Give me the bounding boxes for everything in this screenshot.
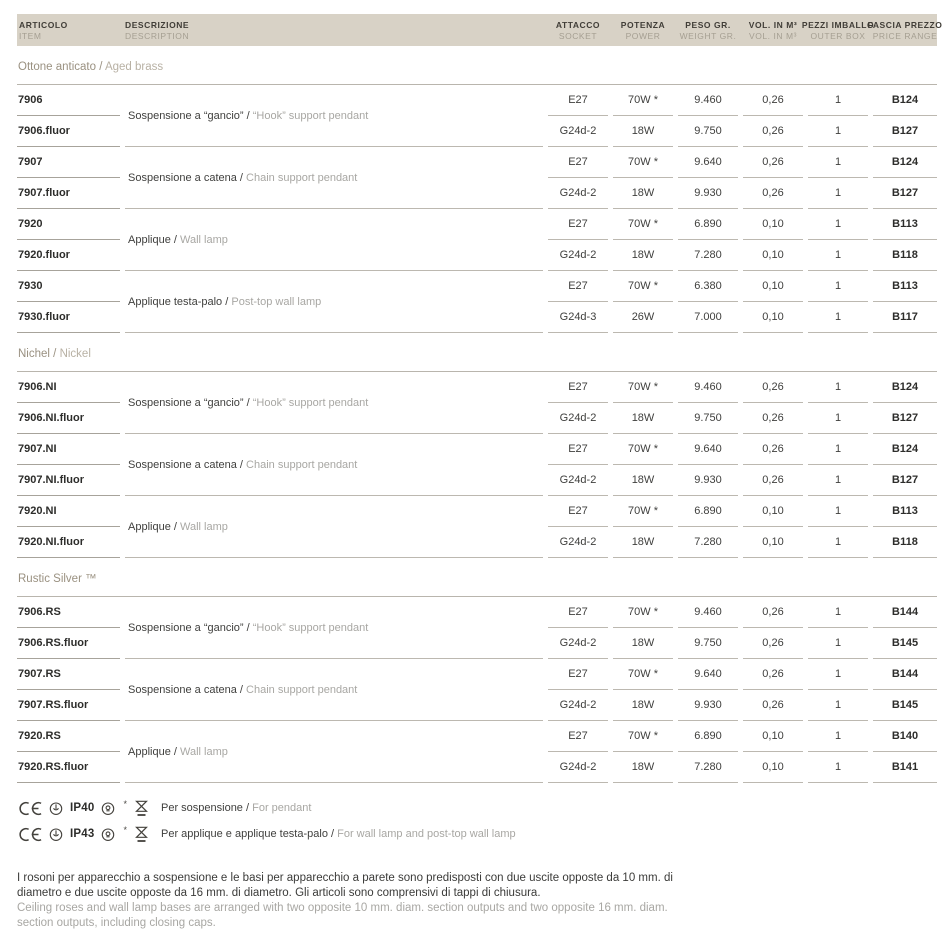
cell-socket: G24d-2 bbox=[548, 240, 608, 271]
separator: / bbox=[243, 621, 253, 634]
cell-weight: 7.280 bbox=[678, 240, 738, 271]
cell-power: 18W bbox=[613, 690, 673, 721]
ce-mark-icon bbox=[18, 801, 42, 816]
cell-volume: 0,26 bbox=[743, 628, 803, 659]
cell-price: B127 bbox=[873, 178, 937, 209]
cell-pieces: 1 bbox=[808, 85, 868, 116]
footnote-asterisk: * bbox=[123, 825, 127, 835]
header-sublabel: SOCKET bbox=[558, 31, 598, 41]
description-it: Sospensione a “gancio” bbox=[128, 396, 244, 409]
cell-power: 18W bbox=[613, 178, 673, 209]
footer-note bbox=[17, 871, 682, 931]
header-label: ARTICOLO bbox=[19, 20, 68, 30]
cell-weight: 9.460 bbox=[678, 597, 738, 628]
cell-volume: 0,26 bbox=[743, 116, 803, 147]
product-block bbox=[17, 721, 937, 783]
cell-price: B144 bbox=[873, 597, 937, 628]
approval-circle-icon bbox=[49, 827, 63, 842]
description-en: Post-top wall lamp bbox=[231, 295, 322, 308]
cell-volume: 0,10 bbox=[743, 721, 803, 752]
ip-rating: IP43 bbox=[70, 828, 95, 840]
header-label: PESO GR. bbox=[685, 20, 731, 30]
product-block bbox=[17, 209, 937, 271]
section-title-it: Nichel bbox=[18, 348, 50, 360]
cell-price: B113 bbox=[873, 209, 937, 240]
description-en: Wall lamp bbox=[180, 233, 228, 246]
product-description bbox=[125, 721, 543, 783]
cell-pieces: 1 bbox=[808, 116, 868, 147]
description-it: Applique bbox=[128, 745, 171, 758]
cell-power: 18W bbox=[613, 752, 673, 783]
separator: / bbox=[170, 233, 180, 246]
cell-socket: G24d-2 bbox=[548, 116, 608, 147]
cell-pieces: 1 bbox=[808, 527, 868, 558]
cell-socket: E27 bbox=[548, 271, 608, 302]
article-code-fluor: 7930.fluor bbox=[17, 302, 120, 333]
cell-power: 18W bbox=[613, 116, 673, 147]
cell-volume: 0,26 bbox=[743, 597, 803, 628]
header-col-peso bbox=[678, 20, 738, 41]
cell-power: 70W * bbox=[613, 271, 673, 302]
section-title-en: Aged brass bbox=[104, 61, 164, 73]
description-en: “Hook” support pendant bbox=[252, 396, 369, 409]
cell-weight: 9.930 bbox=[678, 690, 738, 721]
product-section bbox=[17, 333, 937, 558]
cell-socket: E27 bbox=[548, 209, 608, 240]
product-block bbox=[17, 147, 937, 209]
description-en: Chain support pendant bbox=[246, 171, 358, 184]
description-it: Applique bbox=[128, 520, 171, 533]
cell-price: B113 bbox=[873, 496, 937, 527]
cell-volume: 0,10 bbox=[743, 240, 803, 271]
separator: / bbox=[243, 109, 253, 122]
certification-note bbox=[161, 828, 516, 840]
product-description bbox=[125, 434, 543, 496]
cell-volume: 0,26 bbox=[743, 147, 803, 178]
separator: / bbox=[243, 396, 253, 409]
header-sublabel: VOL. IN M³ bbox=[748, 31, 797, 41]
cell-volume: 0,26 bbox=[743, 372, 803, 403]
cell-volume: 0,10 bbox=[743, 271, 803, 302]
cell-pieces: 1 bbox=[808, 372, 868, 403]
cell-pieces: 1 bbox=[808, 496, 868, 527]
header-label: PEZZI IMBALLO bbox=[801, 20, 875, 30]
cell-price: B113 bbox=[873, 271, 937, 302]
cell-price: B141 bbox=[873, 752, 937, 783]
description-en: “Hook” support pendant bbox=[252, 621, 369, 634]
cell-socket: E27 bbox=[548, 597, 608, 628]
article-code: 7907 bbox=[17, 147, 120, 178]
cell-price: B140 bbox=[873, 721, 937, 752]
cell-price: B145 bbox=[873, 628, 937, 659]
product-section bbox=[17, 46, 937, 333]
cell-power: 70W * bbox=[613, 209, 673, 240]
cell-power: 70W * bbox=[613, 597, 673, 628]
cell-socket: G24d-2 bbox=[548, 403, 608, 434]
cell-price: B124 bbox=[873, 85, 937, 116]
cell-weight: 9.750 bbox=[678, 628, 738, 659]
cell-pieces: 1 bbox=[808, 403, 868, 434]
cell-volume: 0,26 bbox=[743, 178, 803, 209]
product-block bbox=[17, 496, 937, 558]
cell-pieces: 1 bbox=[808, 209, 868, 240]
cell-socket: E27 bbox=[548, 147, 608, 178]
cell-socket: E27 bbox=[548, 434, 608, 465]
cell-pieces: 1 bbox=[808, 752, 868, 783]
cell-pieces: 1 bbox=[808, 240, 868, 271]
cell-power: 18W bbox=[613, 628, 673, 659]
article-code-fluor: 7920.RS.fluor bbox=[17, 752, 120, 783]
cell-volume: 0,10 bbox=[743, 302, 803, 333]
article-code: 7906.NI bbox=[17, 372, 120, 403]
header-label: FASCIA PREZZO bbox=[867, 20, 943, 30]
footer-note-it: I rosoni per apparecchio a sospensione e le basi per apparecchio a parete sono predisposti con due uscite opposte da 10 mm. di diametro e due uscite opposte da 16 mm. di diametro. Gli articoli sono comprensivi di tappi di chiusura. bbox=[17, 872, 673, 899]
cell-pieces: 1 bbox=[808, 271, 868, 302]
article-code: 7906.RS bbox=[17, 597, 120, 628]
cell-weight: 6.890 bbox=[678, 496, 738, 527]
cell-weight: 6.890 bbox=[678, 721, 738, 752]
cell-volume: 0,26 bbox=[743, 403, 803, 434]
description-it: Sospensione a catena bbox=[128, 683, 237, 696]
cell-power: 70W * bbox=[613, 85, 673, 116]
article-code-fluor: 7907.NI.fluor bbox=[17, 465, 120, 496]
cell-weight: 9.930 bbox=[678, 465, 738, 496]
cell-socket: G24d-2 bbox=[548, 628, 608, 659]
lamp-circle-icon bbox=[101, 827, 115, 842]
cell-price: B145 bbox=[873, 690, 937, 721]
cell-socket: E27 bbox=[548, 372, 608, 403]
header-label: DESCRIZIONE bbox=[125, 20, 190, 30]
cell-weight: 9.640 bbox=[678, 659, 738, 690]
cell-weight: 7.280 bbox=[678, 752, 738, 783]
cell-weight: 6.380 bbox=[678, 271, 738, 302]
cell-power: 18W bbox=[613, 465, 673, 496]
cell-power: 70W * bbox=[613, 721, 673, 752]
article-code: 7920 bbox=[17, 209, 120, 240]
cell-pieces: 1 bbox=[808, 178, 868, 209]
note-en: For pendant bbox=[252, 802, 312, 814]
cell-pieces: 1 bbox=[808, 628, 868, 659]
cell-pieces: 1 bbox=[808, 302, 868, 333]
product-description bbox=[125, 209, 543, 271]
separator: / bbox=[327, 828, 338, 840]
cell-price: B124 bbox=[873, 372, 937, 403]
hourglass-icon bbox=[135, 800, 148, 817]
header-sublabel: DESCRIPTION bbox=[125, 31, 190, 41]
product-block bbox=[17, 659, 937, 721]
separator: / bbox=[96, 61, 105, 73]
article-code: 7920.RS bbox=[17, 721, 120, 752]
cell-pieces: 1 bbox=[808, 690, 868, 721]
description-it: Applique testa-palo bbox=[128, 295, 223, 308]
cell-price: B118 bbox=[873, 527, 937, 558]
separator: / bbox=[170, 520, 180, 533]
cell-power: 70W * bbox=[613, 496, 673, 527]
section-title-en: Nickel bbox=[59, 348, 91, 360]
product-description bbox=[125, 271, 543, 333]
cell-weight: 6.890 bbox=[678, 209, 738, 240]
header-col-articolo bbox=[17, 20, 120, 41]
description-it: Sospensione a catena bbox=[128, 458, 237, 471]
article-code-fluor: 7907.fluor bbox=[17, 178, 120, 209]
description-en: Chain support pendant bbox=[246, 683, 358, 696]
product-description bbox=[125, 597, 543, 659]
product-block bbox=[17, 271, 937, 333]
header-col-fascia bbox=[867, 20, 943, 41]
cell-power: 18W bbox=[613, 403, 673, 434]
cell-socket: E27 bbox=[548, 721, 608, 752]
cell-weight: 9.750 bbox=[678, 116, 738, 147]
section-title-it: Rustic Silver ™ bbox=[18, 573, 97, 585]
cell-socket: G24d-3 bbox=[548, 302, 608, 333]
article-code-fluor: 7920.NI.fluor bbox=[17, 527, 120, 558]
article-code-fluor: 7906.NI.fluor bbox=[17, 403, 120, 434]
certification-row bbox=[17, 821, 937, 847]
cell-socket: E27 bbox=[548, 659, 608, 690]
lamp-circle-icon bbox=[101, 801, 115, 816]
separator: / bbox=[49, 348, 60, 360]
note-en: For wall lamp and post-top wall lamp bbox=[337, 828, 516, 840]
cell-weight: 9.640 bbox=[678, 434, 738, 465]
description-it: Sospensione a “gancio” bbox=[128, 109, 244, 122]
cell-power: 18W bbox=[613, 527, 673, 558]
certifications bbox=[17, 795, 937, 847]
header-label: VOL. IN M³ bbox=[748, 20, 798, 30]
cell-volume: 0,10 bbox=[743, 527, 803, 558]
cell-power: 70W * bbox=[613, 372, 673, 403]
separator: / bbox=[236, 171, 247, 184]
product-description bbox=[125, 85, 543, 147]
cell-volume: 0,10 bbox=[743, 209, 803, 240]
header-label: POTENZA bbox=[620, 20, 666, 30]
article-code: 7907.RS bbox=[17, 659, 120, 690]
article-code-fluor: 7906.fluor bbox=[17, 116, 120, 147]
product-block bbox=[17, 85, 937, 147]
description-en: Chain support pendant bbox=[246, 458, 358, 471]
separator: / bbox=[222, 295, 232, 308]
sections-container bbox=[17, 46, 937, 783]
description-en: “Hook” support pendant bbox=[252, 109, 369, 122]
section-title-it: Ottone anticato bbox=[18, 61, 96, 73]
section-title bbox=[17, 333, 937, 372]
header-sublabel: ITEM bbox=[19, 31, 42, 41]
cell-weight: 7.000 bbox=[678, 302, 738, 333]
cell-price: B124 bbox=[873, 147, 937, 178]
article-code: 7906 bbox=[17, 85, 120, 116]
cell-price: B117 bbox=[873, 302, 937, 333]
cell-volume: 0,10 bbox=[743, 496, 803, 527]
cell-volume: 0,26 bbox=[743, 85, 803, 116]
hourglass-icon bbox=[135, 826, 148, 843]
cell-price: B127 bbox=[873, 116, 937, 147]
cell-power: 26W bbox=[613, 302, 673, 333]
product-section bbox=[17, 558, 937, 783]
cell-weight: 7.280 bbox=[678, 527, 738, 558]
header-col-descrizione bbox=[125, 20, 543, 41]
description-en: Wall lamp bbox=[180, 745, 228, 758]
header-sublabel: WEIGHT GR. bbox=[679, 31, 737, 41]
article-code: 7930 bbox=[17, 271, 120, 302]
cell-weight: 9.750 bbox=[678, 403, 738, 434]
section-title bbox=[17, 558, 937, 597]
description-en: Wall lamp bbox=[180, 520, 228, 533]
cell-power: 70W * bbox=[613, 659, 673, 690]
cell-weight: 9.640 bbox=[678, 147, 738, 178]
separator: / bbox=[236, 683, 247, 696]
cell-volume: 0,26 bbox=[743, 465, 803, 496]
cell-power: 70W * bbox=[613, 147, 673, 178]
footnote-asterisk: * bbox=[123, 799, 127, 809]
cell-socket: E27 bbox=[548, 496, 608, 527]
footer-note-en: Ceiling roses and wall lamp bases are arranged with two opposite 10 mm. diam. section outputs and two opposite 16 mm. diam. section outputs, including closing caps. bbox=[17, 902, 668, 929]
separator: / bbox=[242, 802, 253, 814]
article-code-fluor: 7920.fluor bbox=[17, 240, 120, 271]
section-title bbox=[17, 46, 937, 85]
ce-mark-icon bbox=[18, 827, 42, 842]
cell-price: B118 bbox=[873, 240, 937, 271]
separator: / bbox=[236, 458, 247, 471]
note-it: Per applique e applique testa-palo bbox=[160, 828, 328, 840]
header-col-attacco bbox=[548, 20, 608, 41]
cell-socket: G24d-2 bbox=[548, 690, 608, 721]
certification-note bbox=[161, 802, 311, 814]
cell-pieces: 1 bbox=[808, 659, 868, 690]
cell-pieces: 1 bbox=[808, 147, 868, 178]
cell-volume: 0,26 bbox=[743, 659, 803, 690]
ip-rating: IP40 bbox=[70, 802, 95, 814]
header-sublabel: POWER bbox=[625, 31, 661, 41]
product-block bbox=[17, 434, 937, 496]
product-description bbox=[125, 147, 543, 209]
cell-socket: G24d-2 bbox=[548, 178, 608, 209]
product-block bbox=[17, 597, 937, 659]
cell-volume: 0,10 bbox=[743, 752, 803, 783]
cell-pieces: 1 bbox=[808, 597, 868, 628]
description-it: Sospensione a catena bbox=[128, 171, 237, 184]
description-it: Sospensione a “gancio” bbox=[128, 621, 244, 634]
cell-volume: 0,26 bbox=[743, 434, 803, 465]
header-col-pezzi bbox=[801, 20, 875, 41]
cell-pieces: 1 bbox=[808, 721, 868, 752]
header-col-potenza bbox=[613, 20, 673, 41]
cell-pieces: 1 bbox=[808, 465, 868, 496]
cell-power: 70W * bbox=[613, 434, 673, 465]
article-code-fluor: 7906.RS.fluor bbox=[17, 628, 120, 659]
certification-row bbox=[17, 795, 937, 821]
article-code: 7920.NI bbox=[17, 496, 120, 527]
cell-pieces: 1 bbox=[808, 434, 868, 465]
cell-socket: G24d-2 bbox=[548, 752, 608, 783]
cell-weight: 9.930 bbox=[678, 178, 738, 209]
description-it: Applique bbox=[128, 233, 171, 246]
product-description bbox=[125, 496, 543, 558]
header-sublabel: PRICE RANGE bbox=[872, 31, 938, 41]
product-description bbox=[125, 659, 543, 721]
cell-socket: E27 bbox=[548, 85, 608, 116]
separator: / bbox=[170, 745, 180, 758]
note-it: Per sospensione bbox=[160, 802, 243, 814]
header-sublabel: OUTER BOX bbox=[810, 31, 866, 41]
cell-socket: G24d-2 bbox=[548, 465, 608, 496]
cell-price: B144 bbox=[873, 659, 937, 690]
cell-weight: 9.460 bbox=[678, 372, 738, 403]
cell-price: B124 bbox=[873, 434, 937, 465]
product-block bbox=[17, 372, 937, 434]
article-code-fluor: 7907.RS.fluor bbox=[17, 690, 120, 721]
header-label: ATTACCO bbox=[555, 20, 601, 30]
cell-price: B127 bbox=[873, 403, 937, 434]
product-description bbox=[125, 372, 543, 434]
header-col-volume bbox=[743, 20, 803, 41]
cell-volume: 0,26 bbox=[743, 690, 803, 721]
article-code: 7907.NI bbox=[17, 434, 120, 465]
cell-price: B127 bbox=[873, 465, 937, 496]
cell-socket: G24d-2 bbox=[548, 527, 608, 558]
approval-circle-icon bbox=[49, 801, 63, 816]
table-header bbox=[17, 14, 943, 46]
cell-weight: 9.460 bbox=[678, 85, 738, 116]
cell-power: 18W bbox=[613, 240, 673, 271]
